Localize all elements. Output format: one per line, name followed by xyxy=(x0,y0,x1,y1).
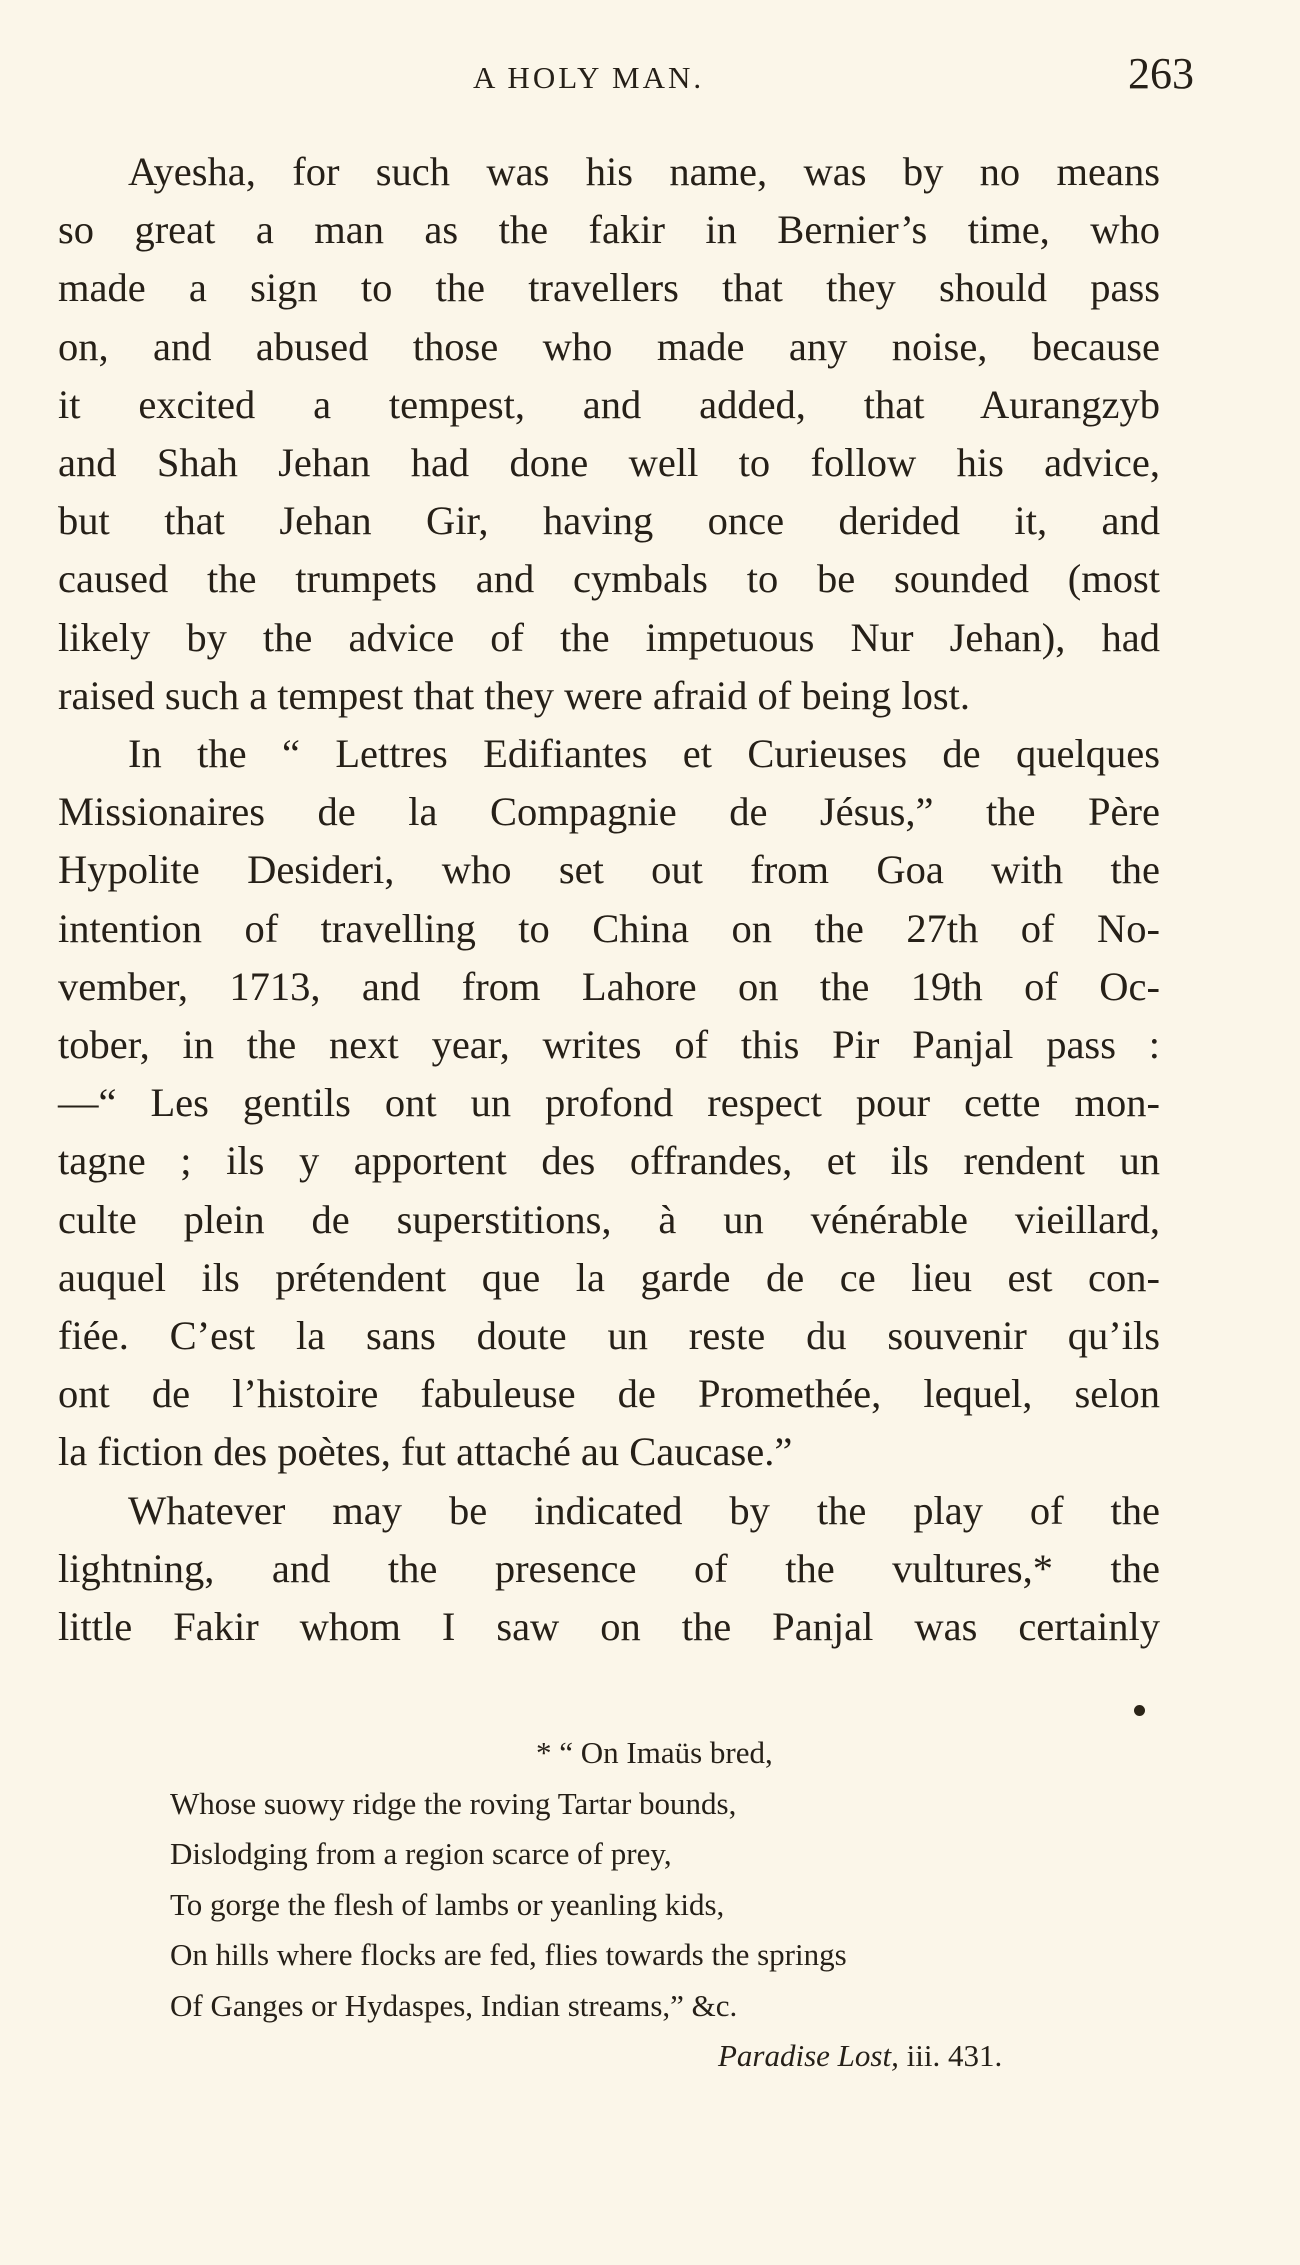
citation-reference: iii. 431. xyxy=(898,2038,1003,2073)
text-line: Whatever may be indicated by the play of the xyxy=(128,1487,1160,1533)
body-text xyxy=(58,143,1160,1656)
footnote-line: Dislodging from a region scarce of prey, xyxy=(170,1836,672,1871)
text-line: intention of travelling to China on the 27th of No- xyxy=(58,905,1160,951)
footnote-line: Of Ganges or Hydaspes, Indian streams,” &c. xyxy=(170,1987,738,2023)
footnote-line: To gorge the flesh of lambs or yeanling kids, xyxy=(170,1886,725,1922)
text-line: la fiction des poètes, fut attaché au Caucase.” xyxy=(58,1429,793,1475)
page-number: 263 xyxy=(1128,49,1194,98)
text-line: Missionaires de la Compagnie de Jésus,” the Père xyxy=(58,789,1160,835)
text-line: likely by the advice of the impetuous Nur Jehan), had xyxy=(58,614,1160,660)
text-line: fiée. C’est la sans doute un reste du souvenir qu’ils xyxy=(58,1313,1160,1359)
text-line: raised such a tempest that they were afraid of being lost. xyxy=(58,672,971,718)
text-line: vember, 1713, and from Lahore on the 19th of Oc- xyxy=(58,963,1160,1009)
text-line: ont de l’histoire fabuleuse de Promethée, lequel, selon xyxy=(58,1371,1160,1417)
footnote-line: * “ On Imaüs bred, xyxy=(536,1735,773,1770)
page-header xyxy=(0,40,1300,100)
citation-title: Paradise Lost, xyxy=(718,2038,899,2073)
footnote-line: Whose suowy ridge the roving Tartar bounds, xyxy=(170,1785,737,1821)
text-line: but that Jehan Gir, having once derided it, and xyxy=(58,498,1160,544)
text-line: on, and abused those who made any noise, because xyxy=(58,323,1160,369)
text-line: caused the trumpets and cymbals to be sounded (most xyxy=(58,556,1160,602)
text-line: made a sign to the travellers that they should pass xyxy=(58,265,1160,311)
text-line: culte plein de superstitions, à un vénérable vieillard, xyxy=(58,1196,1160,1242)
text-line: tagne ; ils y apportent des offrandes, et ils rendent un xyxy=(58,1138,1160,1184)
text-line: Ayesha, for such was his name, was by no means xyxy=(128,149,1160,194)
text-line: —“ Les gentils ont un profond respect pour cette mon- xyxy=(58,1080,1160,1126)
footnote xyxy=(170,1728,1120,2082)
footnote-line: On hills where flocks are fed, flies towards the springs xyxy=(170,1937,847,1972)
text-line: Hypolite Desideri, who set out from Goa with the xyxy=(58,847,1160,893)
text-line: tober, in the next year, writes of this Pir Panjal pass : xyxy=(58,1022,1160,1068)
ink-dot xyxy=(1134,1705,1145,1716)
text-line: lightning, and the presence of the vultures,* the xyxy=(58,1545,1160,1591)
footnote-citation xyxy=(170,2031,1120,2082)
running-title: A HOLY MAN. xyxy=(473,60,705,95)
text-line: and Shah Jehan had done well to follow his advice, xyxy=(58,440,1160,486)
text-line: so great a man as the fakir in Bernier’s time, who xyxy=(58,207,1160,253)
text-line: little Fakir whom I saw on the Panjal was certainly xyxy=(58,1604,1160,1650)
text-line: auquel ils prétendent que la garde de ce lieu est con- xyxy=(58,1254,1160,1300)
text-line: In the “ Lettres Edifiantes et Curieuses de quelques xyxy=(128,731,1160,777)
text-line: it excited a tempest, and added, that Aurangzyb xyxy=(58,381,1160,427)
